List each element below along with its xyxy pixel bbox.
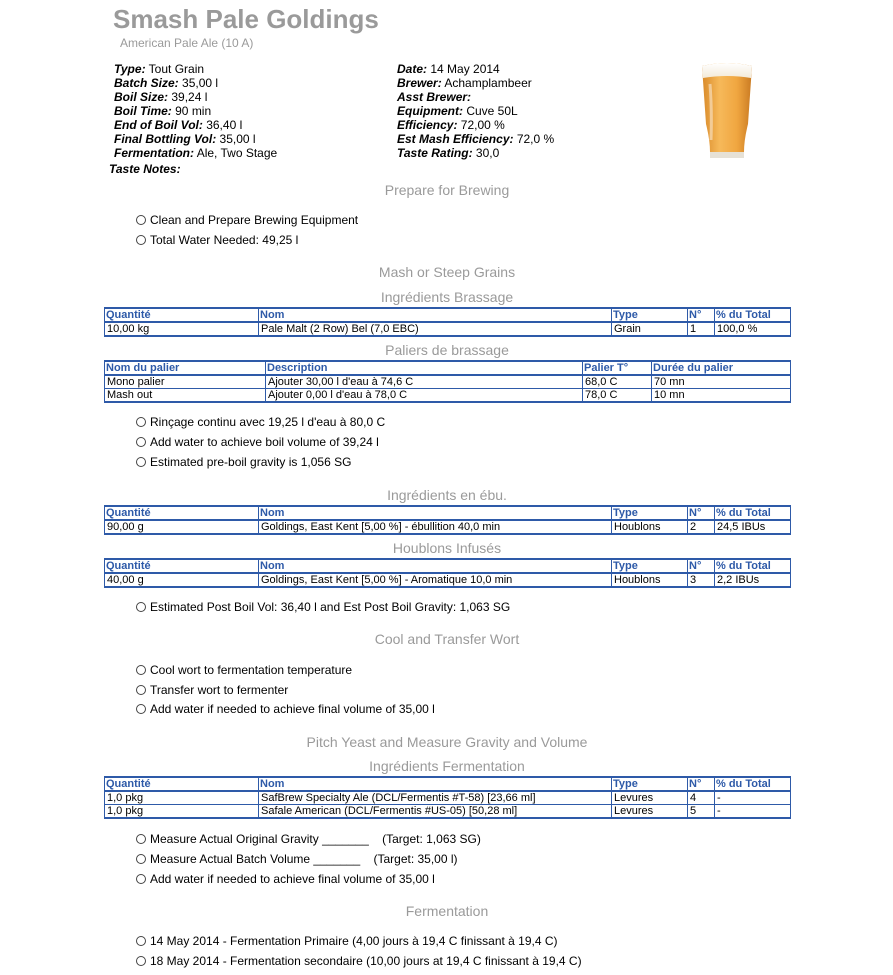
meta-equipment: Equipment: Cuve 50L: [397, 104, 518, 118]
check-rinse[interactable]: Rinçage continu avec 19,25 l d'eau à 80,0 C: [136, 415, 385, 429]
col-header: Nom: [259, 308, 612, 322]
col-header: Description: [266, 361, 583, 375]
section-ferm-ingredients: Ingrédients Fermentation: [369, 758, 525, 774]
table-cell: 5: [688, 805, 715, 819]
table-row: [105, 375, 791, 389]
table-cell: SafBrew Specialty Ale (DCL/Fermentis #T-58) [23,66 ml]: [259, 791, 612, 805]
col-header: Durée du palier: [652, 361, 791, 375]
table-cell: 1,0 pkg: [105, 791, 259, 805]
col-header: Nom: [259, 506, 612, 520]
check-add-water-final[interactable]: Add water if needed to achieve final volume of 35,00 l: [136, 702, 435, 716]
table-cell: Houblons: [612, 520, 688, 534]
check-add-water-final-2[interactable]: Add water if needed to achieve final volume of 35,00 l: [136, 872, 435, 886]
col-header: % du Total: [715, 559, 791, 573]
table-cell: 2,2 IBUs: [715, 573, 791, 587]
table-cell: -: [715, 805, 791, 819]
table-cell: 2: [688, 520, 715, 534]
col-header: Nom: [259, 777, 612, 791]
recipe-title: Smash Pale Goldings: [113, 4, 379, 34]
section-boil-ingredients: Ingrédients en ébu.: [387, 487, 507, 503]
col-header: % du Total: [715, 308, 791, 322]
col-header: Quantité: [105, 777, 259, 791]
col-header: N°: [688, 506, 715, 520]
table-cell: Houblons: [612, 573, 688, 587]
check-ferm-primary[interactable]: 14 May 2014 - Fermentation Primaire (4,00 jours à 19,4 C finissant à 19,4 C): [136, 934, 558, 948]
radio-icon[interactable]: [136, 685, 146, 695]
table-header-row: [105, 777, 791, 791]
check-cool-wort[interactable]: Cool wort to fermentation temperature: [136, 663, 352, 677]
radio-icon[interactable]: [136, 704, 146, 714]
col-header: Palier T°: [583, 361, 652, 375]
table-header-row: [105, 559, 791, 573]
col-header: Type: [612, 308, 688, 322]
table-cell: Mash out: [105, 389, 266, 403]
check-post-boil[interactable]: Estimated Post Boil Vol: 36,40 l and Est Post Boil Gravity: 1,063 SG: [136, 600, 510, 614]
radio-icon[interactable]: [136, 602, 146, 612]
check-total-water[interactable]: Total Water Needed: 49,25 l: [136, 233, 298, 247]
section-mash-ingredients: Ingrédients Brassage: [380, 289, 514, 305]
table-cell: 4: [688, 791, 715, 805]
recipe-meta-right: [397, 62, 554, 160]
table-cell: Grain: [612, 322, 688, 336]
check-clean-equipment[interactable]: Clean and Prepare Brewing Equipment: [136, 213, 358, 227]
meta-end-boil-vol: End of Boil Vol: 36,40 l: [114, 118, 243, 132]
meta-date: Date: 14 May 2014: [397, 62, 500, 76]
table-cell: 10 mn: [652, 389, 791, 403]
table-cell: 24,5 IBUs: [715, 520, 791, 534]
hop-infusion-table: [104, 558, 791, 588]
mash-steps-table: [104, 360, 791, 403]
table-row: [105, 520, 791, 534]
section-mash-steps: Paliers de brassage: [385, 342, 509, 358]
radio-icon[interactable]: [136, 457, 146, 467]
check-measure-volume[interactable]: Measure Actual Batch Volume _______ (Target: 35,00 l): [136, 852, 458, 866]
ferm-ingredients-table: [104, 776, 791, 819]
radio-icon[interactable]: [136, 235, 146, 245]
col-header: Nom du palier: [105, 361, 266, 375]
recipe-style: American Pale Ale (10 A): [120, 36, 254, 50]
table-cell: 40,00 g: [105, 573, 259, 587]
meta-est-mash-efficiency: Est Mash Efficiency: 72,0 %: [397, 132, 555, 146]
radio-icon[interactable]: [136, 437, 146, 447]
radio-icon[interactable]: [136, 936, 146, 946]
beer-glass-icon: [700, 60, 754, 160]
table-cell: Goldings, East Kent [5,00 %] - Aromatique 10,0 min: [259, 573, 612, 587]
col-header: Type: [612, 506, 688, 520]
meta-efficiency: Efficiency: 72,00 %: [397, 118, 505, 132]
table-cell: 70 mn: [652, 375, 791, 389]
meta-asst-brewer: Asst Brewer:: [397, 90, 472, 104]
col-header: Quantité: [105, 559, 259, 573]
taste-notes-label: Taste Notes:: [109, 162, 181, 176]
meta-fermentation: Fermentation: Ale, Two Stage: [114, 146, 278, 160]
table-cell: Ajouter 30,00 l d'eau à 74,6 C: [266, 375, 583, 389]
section-fermentation: Fermentation: [405, 903, 489, 919]
boil-ingredients-table: [104, 505, 791, 535]
meta-batch-size: Batch Size: 35,00 l: [114, 76, 219, 90]
table-cell: Pale Malt (2 Row) Bel (7,0 EBC): [259, 322, 612, 336]
section-pitch: Pitch Yeast and Measure Gravity and Volume: [306, 734, 588, 750]
meta-type: Type: Tout Grain: [114, 62, 205, 76]
meta-taste-rating: Taste Rating: 30,0: [397, 146, 500, 160]
table-cell: Safale American (DCL/Fermentis #US-05) [50,28 ml]: [259, 805, 612, 819]
radio-icon[interactable]: [136, 854, 146, 864]
table-row: [105, 322, 791, 336]
table-cell: 100,0 %: [715, 322, 791, 336]
meta-boil-size: Boil Size: 39,24 l: [114, 90, 208, 104]
table-cell: 90,00 g: [105, 520, 259, 534]
radio-icon[interactable]: [136, 874, 146, 884]
radio-icon[interactable]: [136, 215, 146, 225]
section-hop-infusion: Houblons Infusés: [392, 540, 502, 556]
table-cell: -: [715, 791, 791, 805]
meta-boil-time: Boil Time: 90 min: [114, 104, 212, 118]
check-pre-boil-gravity[interactable]: Estimated pre-boil gravity is 1,056 SG: [136, 455, 351, 469]
table-cell: 3: [688, 573, 715, 587]
recipe-meta-left: [114, 62, 277, 160]
table-cell: Levures: [612, 805, 688, 819]
radio-icon[interactable]: [136, 665, 146, 675]
check-ferm-secondary[interactable]: 18 May 2014 - Fermentation secondaire (10,00 jours at 19,4 C finissant à 19,4 C): [136, 954, 582, 968]
table-cell: Mono palier: [105, 375, 266, 389]
col-header: N°: [688, 777, 715, 791]
section-cool: Cool and Transfer Wort: [374, 631, 520, 647]
table-header-row: [105, 308, 791, 322]
table-row: [105, 791, 791, 805]
table-cell: Goldings, East Kent [5,00 %] - ébullition 40,0 min: [259, 520, 612, 534]
col-header: Quantité: [105, 506, 259, 520]
col-header: % du Total: [715, 506, 791, 520]
table-cell: Levures: [612, 791, 688, 805]
table-cell: Ajouter 0,00 l d'eau à 78,0 C: [266, 389, 583, 403]
col-header: Nom: [259, 559, 612, 573]
radio-icon[interactable]: [136, 956, 146, 966]
table-row: [105, 573, 791, 587]
col-header: N°: [688, 559, 715, 573]
col-header: Type: [612, 777, 688, 791]
meta-brewer: Brewer: Achamplambeer: [397, 76, 532, 90]
check-measure-og[interactable]: Measure Actual Original Gravity _______ (Target: 1,063 SG): [136, 832, 481, 846]
col-header: N°: [688, 308, 715, 322]
radio-icon[interactable]: [136, 417, 146, 427]
col-header: Quantité: [105, 308, 259, 322]
radio-icon[interactable]: [136, 834, 146, 844]
meta-final-bottling-vol: Final Bottling Vol: 35,00 l: [114, 132, 256, 146]
mash-ingredients-table: [104, 307, 791, 337]
col-header: Type: [612, 559, 688, 573]
section-prepare: Prepare for Brewing: [384, 182, 510, 198]
table-header-row: [105, 506, 791, 520]
check-add-water-boil[interactable]: Add water to achieve boil volume of 39,24 l: [136, 435, 379, 449]
table-cell: 1: [688, 322, 715, 336]
section-mash: Mash or Steep Grains: [378, 264, 516, 280]
table-cell: 68,0 C: [583, 375, 652, 389]
table-cell: 1,0 pkg: [105, 805, 259, 819]
table-cell: 10,00 kg: [105, 322, 259, 336]
table-row: [105, 805, 791, 819]
check-transfer[interactable]: Transfer wort to fermenter: [136, 683, 288, 697]
table-header-row: [105, 361, 791, 375]
table-row: [105, 389, 791, 403]
table-cell: 78,0 C: [583, 389, 652, 403]
col-header: % du Total: [715, 777, 791, 791]
